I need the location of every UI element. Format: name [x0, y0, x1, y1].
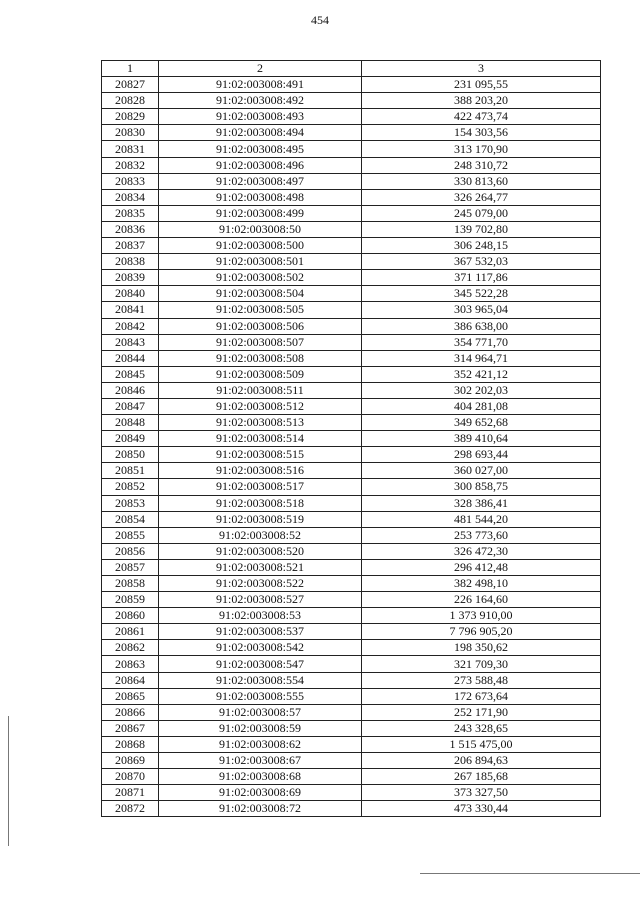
cadastral-number-cell: 91:02:003008:513: [159, 415, 362, 431]
row-number-cell: 20857: [102, 559, 159, 575]
value-cell: 303 965,04: [362, 302, 601, 318]
value-cell: 243 328,65: [362, 720, 601, 736]
table-row: [102, 286, 601, 302]
row-number-cell: 20831: [102, 141, 159, 157]
cadastral-number-cell: 91:02:003008:491: [159, 77, 362, 93]
value-cell: 314 964,71: [362, 350, 601, 366]
value-cell: 198 350,62: [362, 640, 601, 656]
value-cell: 206 894,63: [362, 753, 601, 769]
value-cell: 1 515 475,00: [362, 736, 601, 752]
value-cell: 330 813,60: [362, 173, 601, 189]
row-number-cell: 20864: [102, 672, 159, 688]
row-number-cell: 20847: [102, 398, 159, 414]
registry-table: [101, 60, 601, 817]
table-row: [102, 688, 601, 704]
row-number-cell: 20828: [102, 93, 159, 109]
row-number-cell: 20854: [102, 511, 159, 527]
table-row: [102, 608, 601, 624]
value-cell: 300 858,75: [362, 479, 601, 495]
column-header-3: 3: [362, 61, 601, 77]
cadastral-number-cell: 91:02:003008:67: [159, 753, 362, 769]
cadastral-number-cell: 91:02:003008:69: [159, 785, 362, 801]
value-cell: 326 264,77: [362, 189, 601, 205]
value-cell: 248 310,72: [362, 157, 601, 173]
cadastral-number-cell: 91:02:003008:512: [159, 398, 362, 414]
table-body: [102, 77, 601, 817]
value-cell: 253 773,60: [362, 527, 601, 543]
table-row: [102, 334, 601, 350]
table-row: [102, 592, 601, 608]
cadastral-number-cell: 91:02:003008:494: [159, 125, 362, 141]
row-number-cell: 20861: [102, 624, 159, 640]
table-row: [102, 221, 601, 237]
row-number-cell: 20848: [102, 415, 159, 431]
column-header-2: 2: [159, 61, 362, 77]
row-number-cell: 20862: [102, 640, 159, 656]
value-cell: 302 202,03: [362, 382, 601, 398]
cadastral-number-cell: 91:02:003008:506: [159, 318, 362, 334]
value-cell: 373 327,50: [362, 785, 601, 801]
row-number-cell: 20839: [102, 270, 159, 286]
table-row: [102, 205, 601, 221]
cadastral-number-cell: 91:02:003008:72: [159, 801, 362, 817]
value-cell: 354 771,70: [362, 334, 601, 350]
cadastral-number-cell: 91:02:003008:507: [159, 334, 362, 350]
row-number-cell: 20834: [102, 189, 159, 205]
row-number-cell: 20830: [102, 125, 159, 141]
cadastral-number-cell: 91:02:003008:519: [159, 511, 362, 527]
table-row: [102, 736, 601, 752]
cadastral-number-cell: 91:02:003008:516: [159, 463, 362, 479]
cadastral-number-cell: 91:02:003008:515: [159, 447, 362, 463]
row-number-cell: 20863: [102, 656, 159, 672]
table-row: [102, 366, 601, 382]
row-number-cell: 20853: [102, 495, 159, 511]
table-row: [102, 350, 601, 366]
cadastral-number-cell: 91:02:003008:62: [159, 736, 362, 752]
value-cell: 389 410,64: [362, 431, 601, 447]
page-number: 454: [311, 13, 329, 27]
row-number-cell: 20860: [102, 608, 159, 624]
cadastral-number-cell: 91:02:003008:554: [159, 672, 362, 688]
cadastral-number-cell: 91:02:003008:505: [159, 302, 362, 318]
table-row: [102, 511, 601, 527]
value-cell: 1 373 910,00: [362, 608, 601, 624]
row-number-cell: 20852: [102, 479, 159, 495]
row-number-cell: 20868: [102, 736, 159, 752]
table-row: [102, 318, 601, 334]
row-number-cell: 20846: [102, 382, 159, 398]
value-cell: 321 709,30: [362, 656, 601, 672]
table-row: [102, 109, 601, 125]
value-cell: 367 532,03: [362, 254, 601, 270]
table-row: [102, 238, 601, 254]
table-row: [102, 431, 601, 447]
table-row: [102, 302, 601, 318]
cadastral-number-cell: 91:02:003008:527: [159, 592, 362, 608]
row-number-cell: 20838: [102, 254, 159, 270]
value-cell: 154 303,56: [362, 125, 601, 141]
cadastral-number-cell: 91:02:003008:511: [159, 382, 362, 398]
cadastral-number-cell: 91:02:003008:520: [159, 543, 362, 559]
table-row: [102, 254, 601, 270]
value-cell: 404 281,08: [362, 398, 601, 414]
cadastral-number-cell: 91:02:003008:522: [159, 576, 362, 592]
cadastral-number-cell: 91:02:003008:547: [159, 656, 362, 672]
value-cell: 345 522,28: [362, 286, 601, 302]
row-number-cell: 20871: [102, 785, 159, 801]
cadastral-number-cell: 91:02:003008:498: [159, 189, 362, 205]
value-cell: 273 588,48: [362, 672, 601, 688]
row-number-cell: 20865: [102, 688, 159, 704]
value-cell: 172 673,64: [362, 688, 601, 704]
table-row: [102, 624, 601, 640]
value-cell: 481 544,20: [362, 511, 601, 527]
value-cell: 245 079,00: [362, 205, 601, 221]
table-row: [102, 189, 601, 205]
row-number-cell: 20849: [102, 431, 159, 447]
row-number-cell: 20869: [102, 753, 159, 769]
value-cell: 139 702,80: [362, 221, 601, 237]
value-cell: 252 171,90: [362, 704, 601, 720]
value-cell: 296 412,48: [362, 559, 601, 575]
row-number-cell: 20843: [102, 334, 159, 350]
row-number-cell: 20870: [102, 769, 159, 785]
table-row: [102, 398, 601, 414]
cadastral-number-cell: 91:02:003008:542: [159, 640, 362, 656]
value-cell: 231 095,55: [362, 77, 601, 93]
value-cell: 267 185,68: [362, 769, 601, 785]
row-number-cell: 20845: [102, 366, 159, 382]
value-cell: 371 117,86: [362, 270, 601, 286]
scan-margin-line: [8, 716, 9, 846]
cadastral-number-cell: 91:02:003008:68: [159, 769, 362, 785]
value-cell: 326 472,30: [362, 543, 601, 559]
cadastral-number-cell: 91:02:003008:555: [159, 688, 362, 704]
cadastral-number-cell: 91:02:003008:521: [159, 559, 362, 575]
table-row: [102, 672, 601, 688]
value-cell: 388 203,20: [362, 93, 601, 109]
row-number-cell: 20855: [102, 527, 159, 543]
row-number-cell: 20835: [102, 205, 159, 221]
row-number-cell: 20858: [102, 576, 159, 592]
row-number-cell: 20856: [102, 543, 159, 559]
cadastral-number-cell: 91:02:003008:52: [159, 527, 362, 543]
cadastral-number-cell: 91:02:003008:59: [159, 720, 362, 736]
table-row: [102, 527, 601, 543]
column-header-1: 1: [102, 61, 159, 77]
cadastral-number-cell: 91:02:003008:499: [159, 205, 362, 221]
cadastral-number-cell: 91:02:003008:497: [159, 173, 362, 189]
table-row: [102, 769, 601, 785]
table-row: [102, 415, 601, 431]
cadastral-number-cell: 91:02:003008:493: [159, 109, 362, 125]
cadastral-number-cell: 91:02:003008:537: [159, 624, 362, 640]
cadastral-number-cell: 91:02:003008:500: [159, 238, 362, 254]
cadastral-number-cell: 91:02:003008:495: [159, 141, 362, 157]
cadastral-number-cell: 91:02:003008:57: [159, 704, 362, 720]
table-row: [102, 801, 601, 817]
table-row: [102, 543, 601, 559]
row-number-cell: 20840: [102, 286, 159, 302]
cadastral-number-cell: 91:02:003008:517: [159, 479, 362, 495]
table-row: [102, 157, 601, 173]
value-cell: 313 170,90: [362, 141, 601, 157]
cadastral-number-cell: 91:02:003008:496: [159, 157, 362, 173]
table-row: [102, 495, 601, 511]
value-cell: 360 027,00: [362, 463, 601, 479]
row-number-cell: 20841: [102, 302, 159, 318]
row-number-cell: 20851: [102, 463, 159, 479]
table-row: [102, 141, 601, 157]
value-cell: 7 796 905,20: [362, 624, 601, 640]
row-number-cell: 20827: [102, 77, 159, 93]
cadastral-number-cell: 91:02:003008:502: [159, 270, 362, 286]
table-row: [102, 720, 601, 736]
value-cell: 226 164,60: [362, 592, 601, 608]
row-number-cell: 20833: [102, 173, 159, 189]
table-row: [102, 559, 601, 575]
table-row: [102, 270, 601, 286]
row-number-cell: 20867: [102, 720, 159, 736]
table-row: [102, 704, 601, 720]
cadastral-number-cell: 91:02:003008:508: [159, 350, 362, 366]
table-row: [102, 77, 601, 93]
scan-margin-line: [420, 873, 640, 874]
cadastral-number-cell: 91:02:003008:509: [159, 366, 362, 382]
value-cell: 422 473,74: [362, 109, 601, 125]
value-cell: 349 652,68: [362, 415, 601, 431]
row-number-cell: 20837: [102, 238, 159, 254]
table-row: [102, 785, 601, 801]
value-cell: 306 248,15: [362, 238, 601, 254]
row-number-cell: 20844: [102, 350, 159, 366]
table-row: [102, 382, 601, 398]
cadastral-number-cell: 91:02:003008:53: [159, 608, 362, 624]
table-header-row: [102, 61, 601, 77]
table-row: [102, 463, 601, 479]
table-row: [102, 93, 601, 109]
row-number-cell: 20836: [102, 221, 159, 237]
table-row: [102, 125, 601, 141]
value-cell: 473 330,44: [362, 801, 601, 817]
row-number-cell: 20866: [102, 704, 159, 720]
value-cell: 382 498,10: [362, 576, 601, 592]
value-cell: 328 386,41: [362, 495, 601, 511]
row-number-cell: 20850: [102, 447, 159, 463]
value-cell: 352 421,12: [362, 366, 601, 382]
cadastral-number-cell: 91:02:003008:492: [159, 93, 362, 109]
table-row: [102, 640, 601, 656]
table-row: [102, 479, 601, 495]
value-cell: 386 638,00: [362, 318, 601, 334]
value-cell: 298 693,44: [362, 447, 601, 463]
row-number-cell: 20829: [102, 109, 159, 125]
cadastral-number-cell: 91:02:003008:504: [159, 286, 362, 302]
cadastral-number-cell: 91:02:003008:514: [159, 431, 362, 447]
table-row: [102, 576, 601, 592]
cadastral-number-cell: 91:02:003008:50: [159, 221, 362, 237]
cadastral-number-cell: 91:02:003008:501: [159, 254, 362, 270]
row-number-cell: 20842: [102, 318, 159, 334]
row-number-cell: 20832: [102, 157, 159, 173]
table-row: [102, 173, 601, 189]
row-number-cell: 20872: [102, 801, 159, 817]
table-row: [102, 753, 601, 769]
row-number-cell: 20859: [102, 592, 159, 608]
table-row: [102, 656, 601, 672]
table-row: [102, 447, 601, 463]
cadastral-number-cell: 91:02:003008:518: [159, 495, 362, 511]
